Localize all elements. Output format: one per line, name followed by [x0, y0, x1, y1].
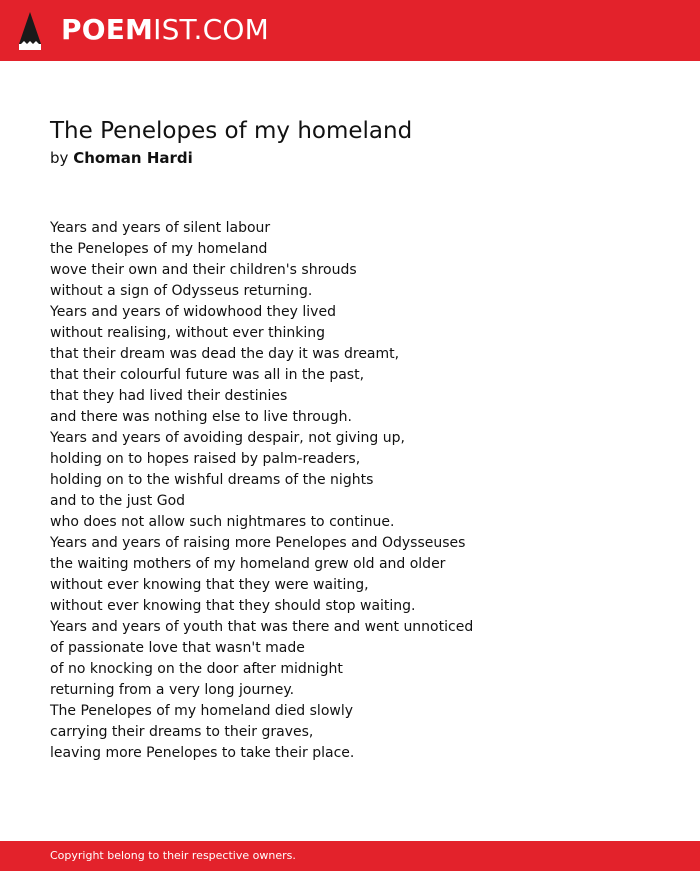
poem-line: without ever knowing that they should stop waiting.: [50, 598, 416, 614]
poem-line: that they had lived their destinies: [50, 388, 288, 404]
poem-line: and to the just God: [50, 493, 186, 509]
poem-line: the Penelopes of my homeland: [50, 241, 268, 257]
poem-body: [50, 218, 650, 764]
logo-text-bold: POEM: [61, 13, 154, 46]
poem-line: Years and years of avoiding despair, not giving up,: [50, 430, 405, 446]
poem-line: without a sign of Odysseus returning.: [50, 283, 313, 299]
logo-text-light: IST.COM: [153, 13, 269, 46]
poem-line: returning from a very long journey.: [50, 682, 295, 698]
poem-line: of passionate love that wasn't made: [50, 640, 305, 656]
poem-line: Years and years of raising more Penelopes and Odysseuses: [50, 535, 466, 551]
poem-line: Years and years of silent labour: [50, 220, 271, 236]
site-logo[interactable]: [61, 13, 269, 47]
poem-line: that their dream was dead the day it was dreamt,: [50, 346, 400, 362]
poem-line: holding on to hopes raised by palm-readers,: [50, 451, 361, 467]
poem-line: Years and years of widowhood they lived: [50, 304, 336, 320]
poem-line: leaving more Penelopes to take their place.: [50, 745, 355, 761]
site-header: [0, 0, 700, 61]
site-footer: [0, 841, 700, 871]
poem-line: who does not allow such nightmares to continue.: [50, 514, 395, 530]
poem-line: without realising, without ever thinking: [50, 325, 326, 341]
poem-line: Years and years of youth that was there and went unnoticed: [50, 619, 474, 635]
poem-line: and there was nothing else to live through.: [50, 409, 352, 425]
pencil-logo-icon[interactable]: [18, 11, 42, 51]
poem-author: Choman Hardi: [73, 149, 193, 167]
by-label: by: [50, 149, 69, 167]
copyright-notice: Copyright belong to their respective owners.: [50, 849, 296, 862]
poem-line: that their colourful future was all in the past,: [50, 367, 365, 383]
poem-line: holding on to the wishful dreams of the nights: [50, 472, 374, 488]
poem-line: carrying their dreams to their graves,: [50, 724, 314, 740]
poem-line: the waiting mothers of my homeland grew old and older: [50, 556, 446, 572]
poem-line: without ever knowing that they were waiting,: [50, 577, 369, 593]
poem-byline: [50, 148, 193, 168]
poem-line: of no knocking on the door after midnight: [50, 661, 343, 677]
poem-line: wove their own and their children's shrouds: [50, 262, 357, 278]
poem-title: The Penelopes of my homeland: [50, 118, 413, 144]
poem-line: The Penelopes of my homeland died slowly: [50, 703, 354, 719]
